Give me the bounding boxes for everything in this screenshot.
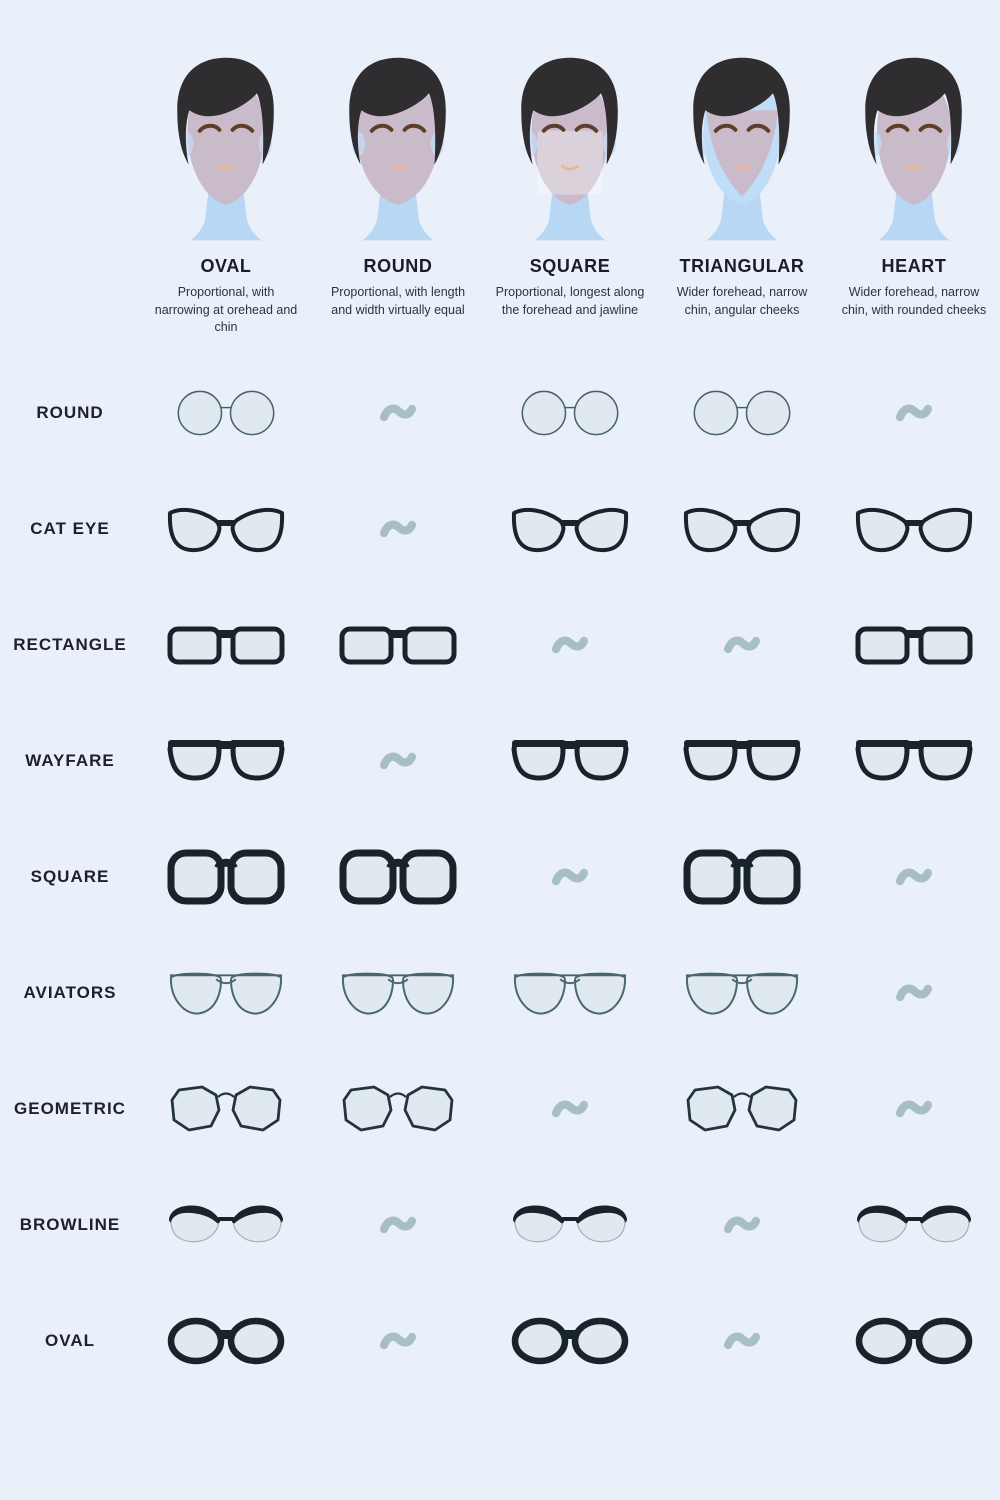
- matrix-row-wayfare: [0, 703, 1000, 819]
- glasses-style-label: AVIATORS: [23, 982, 117, 1002]
- cell-compatible: [656, 500, 828, 558]
- tilde-icon: [896, 400, 932, 426]
- face-shape-name: HEART: [881, 256, 947, 276]
- tilde-icon: [552, 864, 588, 890]
- glasses-aviators-icon: [511, 964, 629, 1022]
- cell-compatible: [140, 964, 312, 1022]
- face-shape-description: Proportional, longest along the forehead and jawline: [495, 285, 645, 317]
- glasses-cat-eye-icon: [166, 500, 286, 558]
- cell-incompatible: [828, 400, 1000, 426]
- glasses-square-icon: [682, 848, 802, 906]
- glasses-browline-icon: [854, 1196, 974, 1254]
- face-col-square: [484, 54, 656, 337]
- glasses-oval-icon: [510, 1312, 630, 1370]
- round-face-icon: [323, 54, 473, 246]
- cell-compatible: [656, 848, 828, 906]
- cell-incompatible: [828, 980, 1000, 1006]
- matrix-row-oval: [0, 1283, 1000, 1399]
- square-face-icon: [495, 54, 645, 246]
- glasses-wayfare-icon: [510, 732, 630, 790]
- glasses-cat-eye-icon: [510, 500, 630, 558]
- matrix-row-aviators: [0, 935, 1000, 1051]
- cell-compatible: [140, 1196, 312, 1254]
- cell-compatible: [312, 964, 484, 1022]
- glasses-rectangle-icon: [166, 616, 286, 674]
- cell-compatible: [484, 500, 656, 558]
- heart-face-icon: [839, 54, 989, 246]
- glasses-wayfare-icon: [854, 732, 974, 790]
- glasses-aviators-icon: [683, 964, 801, 1022]
- face-shape-name: OVAL: [200, 256, 252, 276]
- cell-compatible: [140, 1312, 312, 1370]
- matrix-row-rectangle: [0, 587, 1000, 703]
- cell-incompatible: [312, 516, 484, 542]
- cell-compatible: [484, 1312, 656, 1370]
- glasses-aviators-icon: [167, 964, 285, 1022]
- face-shape-description: Proportional, with length and width virtually equal: [330, 285, 466, 317]
- cell-incompatible: [312, 748, 484, 774]
- cell-incompatible: [312, 400, 484, 426]
- cell-compatible: [484, 732, 656, 790]
- face-shapes-header: [0, 0, 1000, 337]
- face-col-round: [312, 54, 484, 337]
- tilde-icon: [724, 1328, 760, 1354]
- face-shape-description: Wider forehead, narrow chin, with rounded cheeks: [841, 285, 987, 317]
- tilde-icon: [552, 1096, 588, 1122]
- cell-compatible: [828, 732, 1000, 790]
- cell-compatible: [828, 1196, 1000, 1254]
- tilde-icon: [896, 1096, 932, 1122]
- triangular-face-icon: [667, 54, 817, 246]
- cell-incompatible: [828, 1096, 1000, 1122]
- glasses-browline-icon: [510, 1196, 630, 1254]
- face-col-heart: [828, 54, 1000, 337]
- glasses-style-label: BROWLINE: [19, 1214, 121, 1234]
- cell-compatible: [484, 964, 656, 1022]
- glasses-style-label: ROUND: [36, 402, 104, 422]
- tilde-icon: [380, 1212, 416, 1238]
- cell-compatible: [828, 616, 1000, 674]
- tilde-icon: [380, 748, 416, 774]
- matrix-row-browline: [0, 1167, 1000, 1283]
- face-shape-description: Wider forehead, narrow chin, angular cheeks: [676, 285, 808, 317]
- cell-compatible: [140, 732, 312, 790]
- header-spacer: [0, 54, 140, 337]
- cell-compatible: [656, 384, 828, 442]
- glasses-style-label: GEOMETRIC: [14, 1098, 126, 1118]
- cell-compatible: [140, 616, 312, 674]
- face-shape-name: ROUND: [363, 256, 433, 276]
- glasses-wayfare-icon: [166, 732, 286, 790]
- glasses-style-label: OVAL: [45, 1330, 95, 1350]
- glasses-square-icon: [338, 848, 458, 906]
- cell-incompatible: [484, 1096, 656, 1122]
- cell-compatible: [140, 500, 312, 558]
- glasses-rectangle-icon: [338, 616, 458, 674]
- cell-compatible: [140, 848, 312, 906]
- cell-compatible: [312, 848, 484, 906]
- matrix-row-geometric: [0, 1051, 1000, 1167]
- cell-incompatible: [484, 632, 656, 658]
- tilde-icon: [896, 980, 932, 1006]
- cell-compatible: [312, 616, 484, 674]
- glasses-cat-eye-icon: [854, 500, 974, 558]
- cell-compatible: [484, 1196, 656, 1254]
- glasses-style-label: WAYFARE: [25, 750, 115, 770]
- compatibility-matrix: [0, 355, 1000, 1399]
- tilde-icon: [552, 632, 588, 658]
- glasses-round-icon: [516, 384, 624, 442]
- glasses-square-icon: [166, 848, 286, 906]
- glasses-browline-icon: [166, 1196, 286, 1254]
- cell-compatible: [484, 384, 656, 442]
- face-col-triangular: [656, 54, 828, 337]
- tilde-icon: [896, 864, 932, 890]
- glasses-style-label: RECTANGLE: [13, 634, 127, 654]
- glasses-oval-icon: [166, 1312, 286, 1370]
- cell-incompatible: [656, 632, 828, 658]
- oval-face-icon: [151, 54, 301, 246]
- tilde-icon: [380, 516, 416, 542]
- glasses-oval-icon: [854, 1312, 974, 1370]
- cell-compatible: [828, 1312, 1000, 1370]
- glasses-geometric-icon: [338, 1080, 458, 1138]
- cell-compatible: [656, 964, 828, 1022]
- matrix-row-round: [0, 355, 1000, 471]
- face-shape-name: SQUARE: [529, 256, 611, 276]
- matrix-row-cat-eye: [0, 471, 1000, 587]
- cell-incompatible: [828, 864, 1000, 890]
- glasses-round-icon: [172, 384, 280, 442]
- tilde-icon: [380, 400, 416, 426]
- cell-incompatible: [484, 864, 656, 890]
- cell-incompatible: [312, 1328, 484, 1354]
- glasses-wayfare-icon: [682, 732, 802, 790]
- cell-compatible: [656, 732, 828, 790]
- glasses-geometric-icon: [682, 1080, 802, 1138]
- glasses-geometric-icon: [166, 1080, 286, 1138]
- cell-compatible: [140, 1080, 312, 1138]
- cell-compatible: [656, 1080, 828, 1138]
- glasses-round-icon: [688, 384, 796, 442]
- face-shape-name: TRIANGULAR: [679, 256, 805, 276]
- glasses-style-label: SQUARE: [30, 866, 110, 886]
- glasses-style-label: CAT EYE: [30, 518, 110, 538]
- face-col-oval: [140, 54, 312, 337]
- glasses-aviators-icon: [339, 964, 457, 1022]
- glasses-rectangle-icon: [854, 616, 974, 674]
- cell-incompatible: [312, 1212, 484, 1238]
- tilde-icon: [724, 632, 760, 658]
- face-shape-description: Proportional, with narrowing at orehead and chin: [154, 285, 298, 334]
- matrix-row-square: [0, 819, 1000, 935]
- cell-compatible: [312, 1080, 484, 1138]
- tilde-icon: [380, 1328, 416, 1354]
- cell-incompatible: [656, 1212, 828, 1238]
- cell-compatible: [140, 384, 312, 442]
- glasses-cat-eye-icon: [682, 500, 802, 558]
- cell-incompatible: [656, 1328, 828, 1354]
- tilde-icon: [724, 1212, 760, 1238]
- cell-compatible: [828, 500, 1000, 558]
